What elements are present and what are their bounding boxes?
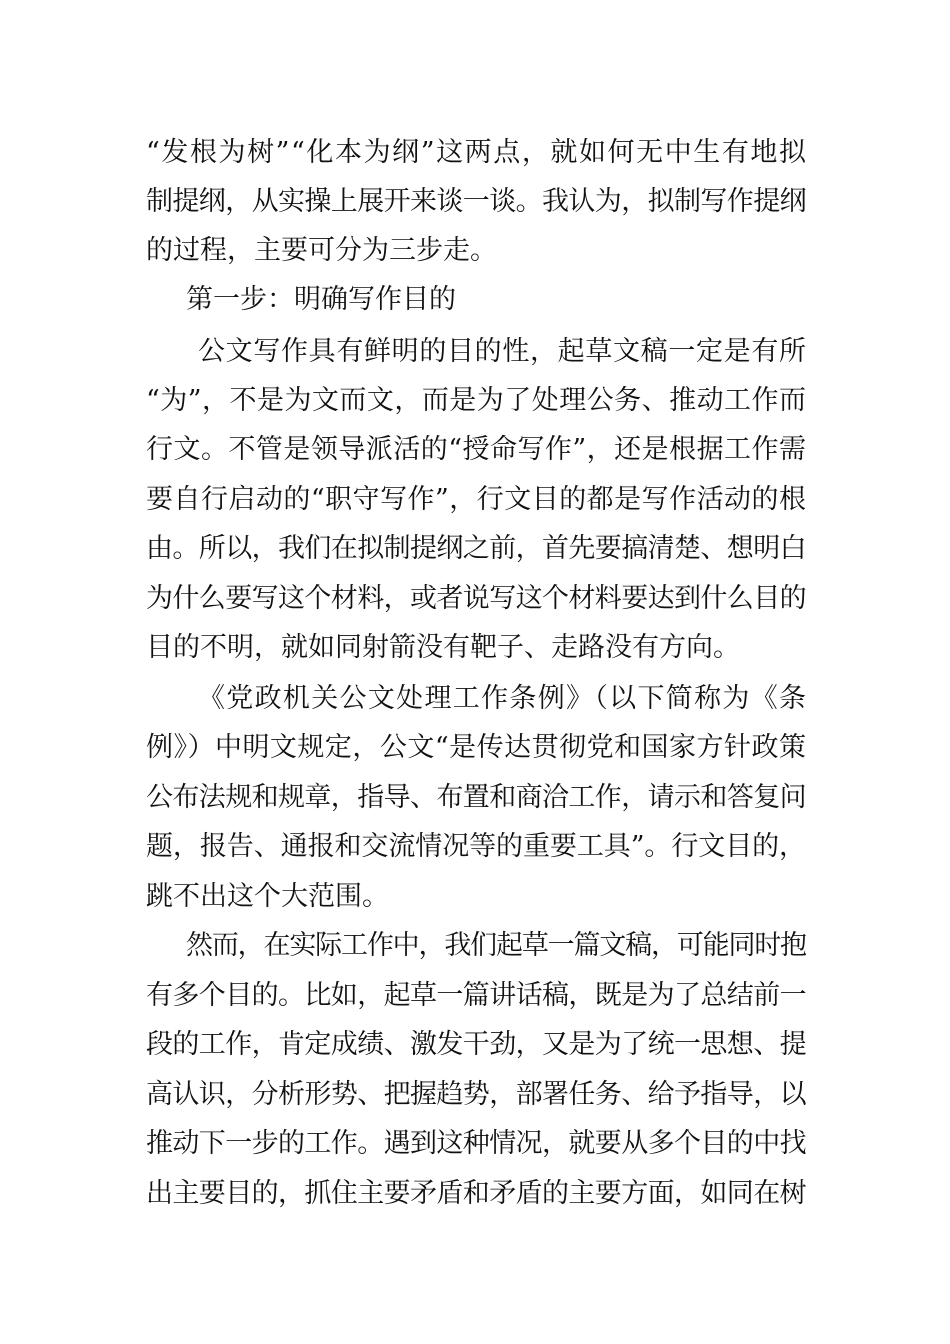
paragraph-line: 然而，在实际工作中，我们起草一篇文稿，可能同时抱 — [186, 930, 806, 961]
paragraph-line: 的过程，主要可分为三步走。 — [146, 235, 497, 266]
paragraph-line: 公布法规和规章，指导、布置和商洽工作，请示和答复问 — [146, 782, 806, 813]
paragraph-line: 由。所以，我们在拟制提纲之前，首先要搞清楚、想明白 — [146, 533, 806, 564]
paragraph-line: “为”，不是为文而文，而是为了处理公务、推动工作而 — [146, 385, 807, 416]
section-heading: 第一步：明确写作目的 — [186, 284, 456, 315]
paragraph-line: 跳不出这个大范围。 — [146, 881, 389, 912]
paragraph-line: 出主要目的，抓住主要矛盾和矛盾的主要方面，如同在树 — [146, 1178, 806, 1209]
paragraph-line: 公文写作具有鲜明的目的性，起草文稿一定是有所 — [198, 336, 807, 367]
paragraph-line: 要自行启动的“职守写作”，行文目的都是写作活动的根 — [146, 484, 807, 515]
paragraph-line: 《党政机关公文处理工作条例》（以下简称为《条 — [198, 683, 808, 714]
paragraph-line: 制提纲，从实操上展开来谈一谈。我认为，拟制写作提纲 — [146, 186, 806, 217]
paragraph-line: 有多个目的。比如，起草一篇讲话稿，既是为了总结前一 — [146, 980, 806, 1011]
paragraph-line: 行文。不管是领导派活的“授命写作”，还是根据工作需 — [146, 434, 807, 465]
paragraph-line: 高认识，分析形势、把握趋势，部署任务、给予指导，以 — [146, 1079, 806, 1110]
paragraph-line: 段的工作，肯定成绩、激发干劲，又是为了统一思想、提 — [146, 1029, 806, 1060]
paragraph-line: 为什么要写这个材料，或者说写这个材料要达到什么目的 — [146, 583, 806, 614]
paragraph-line: 例》）中明文规定，公文“是传达贯彻党和国家方针政策 — [146, 732, 807, 763]
paragraph-line: 题，报告、通报和交流情况等的重要工具”。行文目的， — [146, 831, 806, 862]
paragraph-line: 目的不明，就如同射箭没有靶子、走路没有方向。 — [146, 632, 740, 663]
paragraph-line: “发根为树”“化本为纲”这两点，就如何无中生有地拟 — [146, 137, 808, 168]
paragraph-line: 推动下一步的工作。遇到这种情况，就要从多个目的中找 — [146, 1128, 806, 1159]
